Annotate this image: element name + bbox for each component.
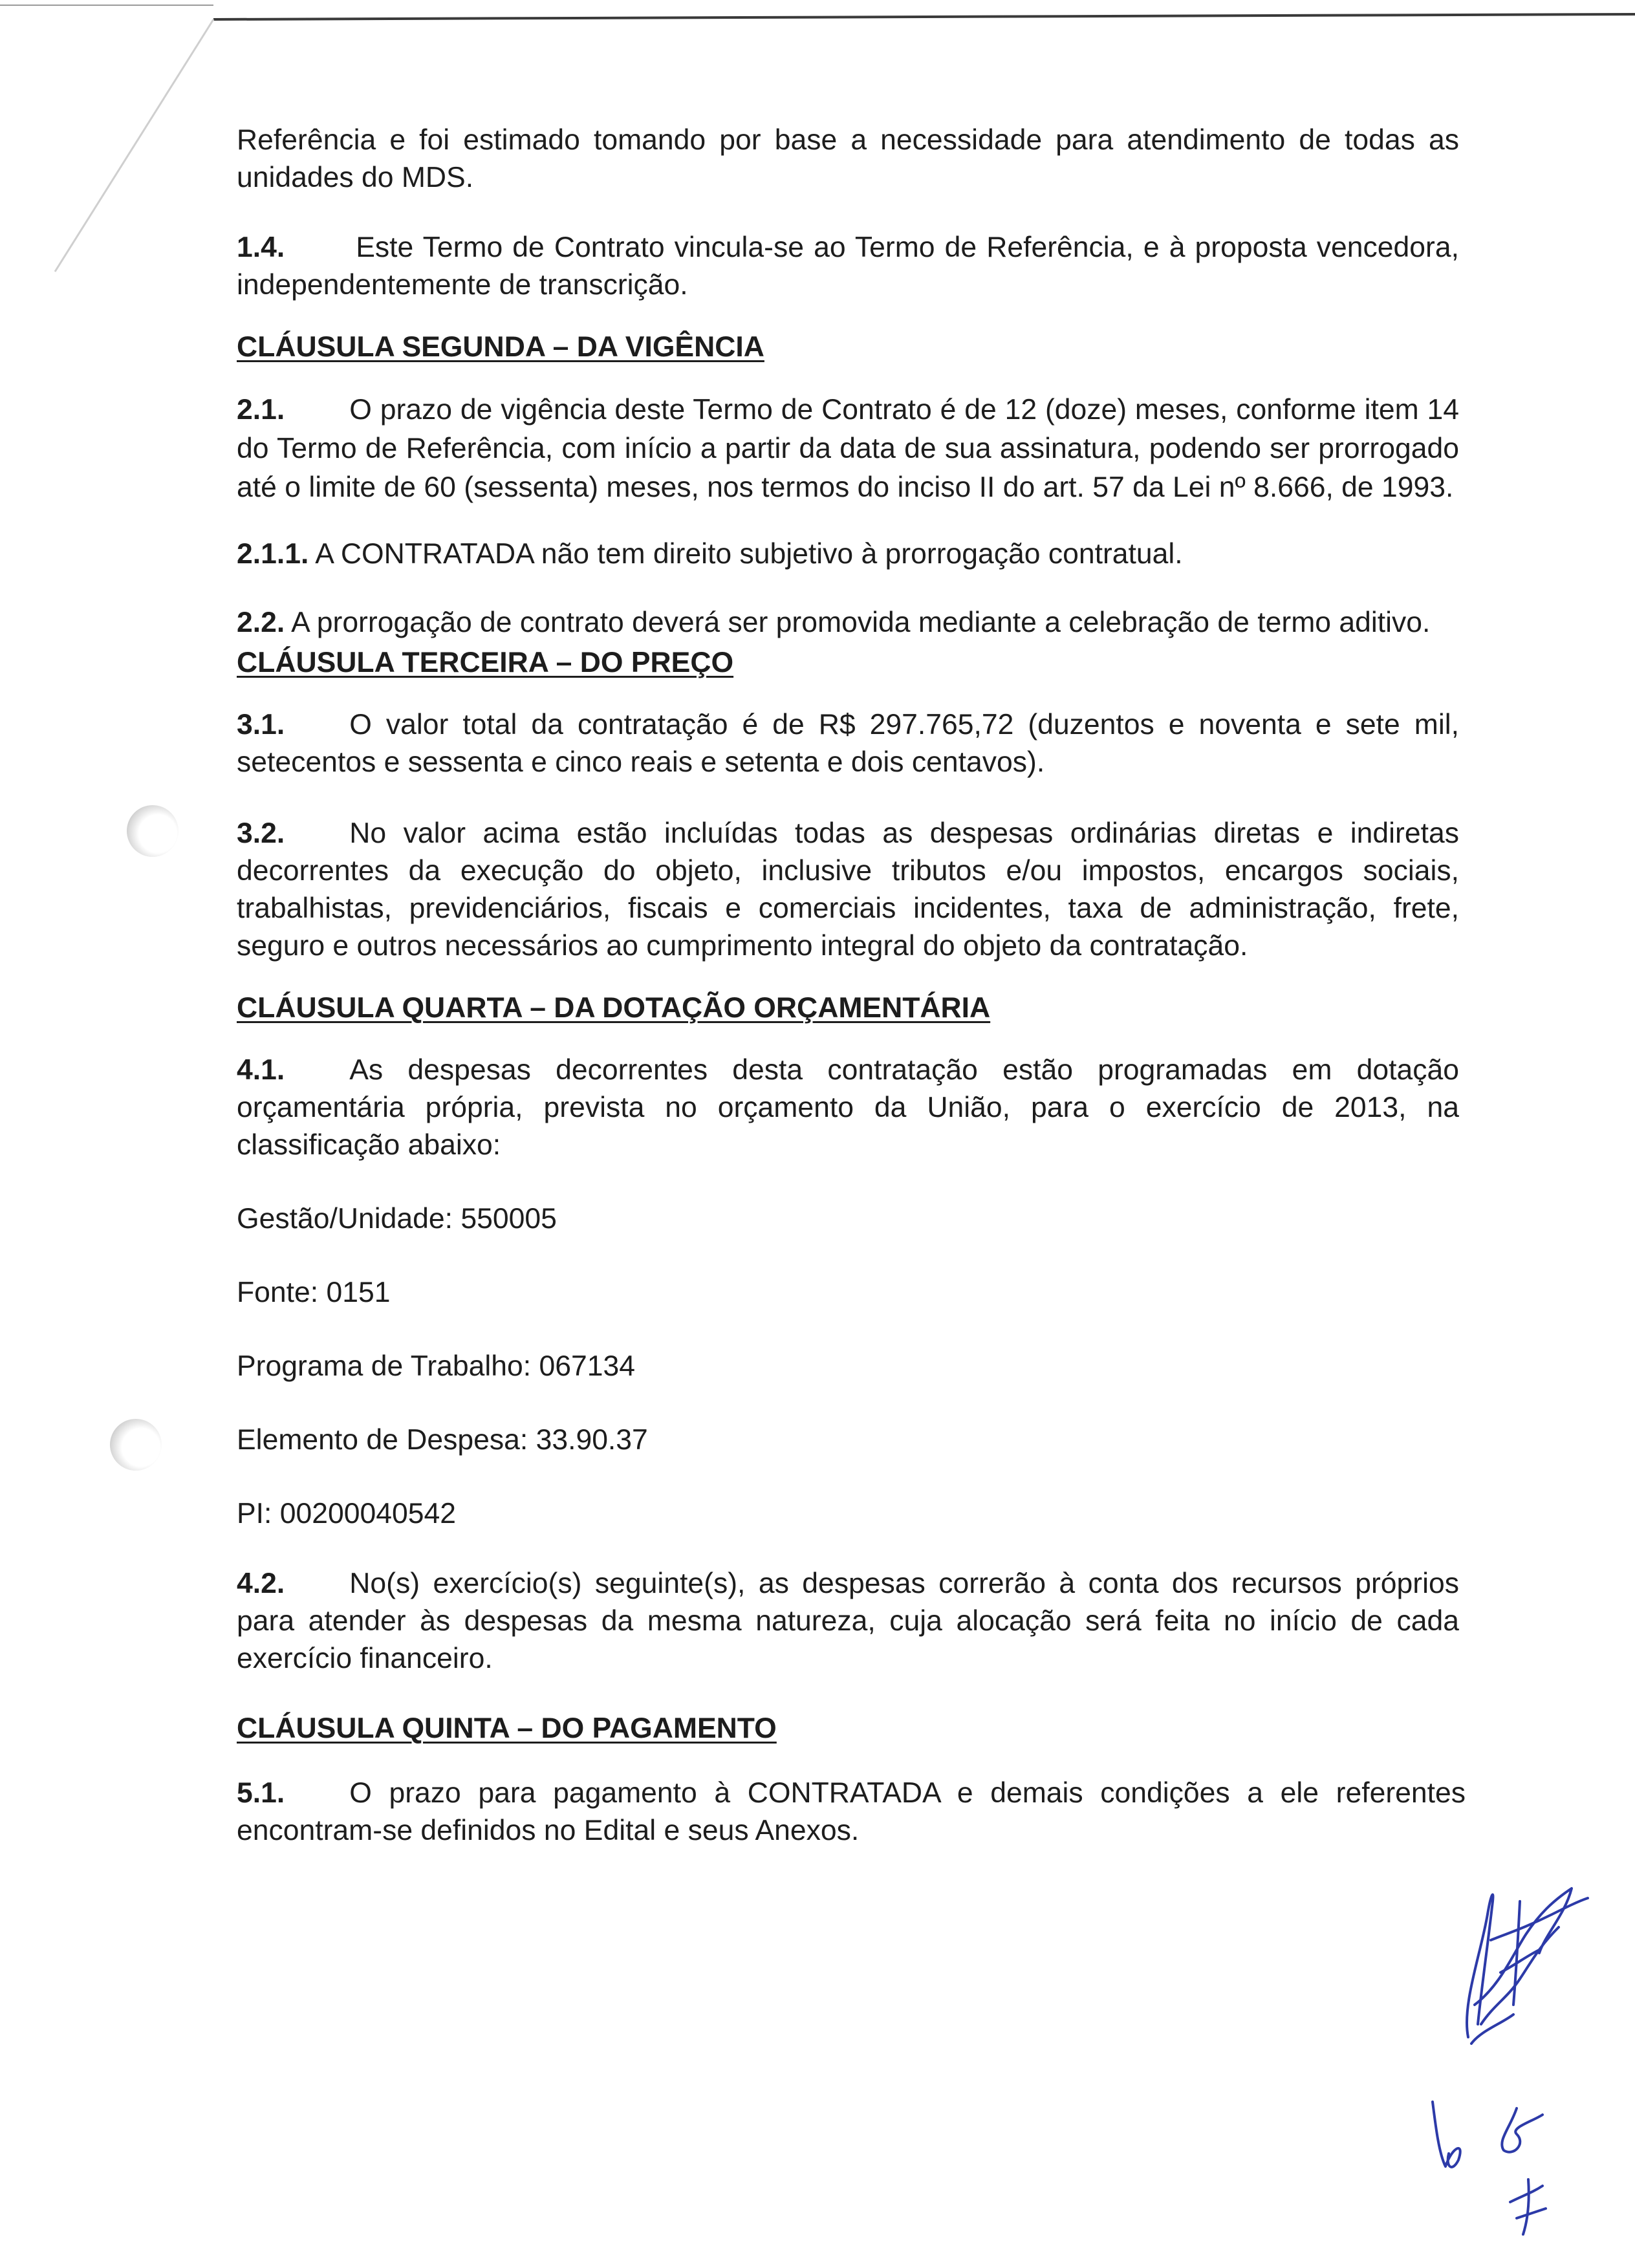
paragraph-text: Referência e foi estimado tomando por base a necessidade para atendimento de todas as unidades do MDS. bbox=[237, 124, 1459, 193]
paragraph-text: A CONTRATADA não tem direito subjetivo à prorrogação contratual. bbox=[315, 538, 1183, 570]
paragraph-number: 1.4. bbox=[237, 232, 285, 263]
paragraph-5-1 bbox=[237, 1775, 1466, 1850]
clause-2-heading: CLÁUSULA SEGUNDA – DA VIGÊNCIA bbox=[237, 331, 764, 363]
paragraph-number: 2.2. bbox=[237, 607, 285, 638]
paragraph-number: 4.1. bbox=[237, 1054, 285, 1086]
paragraph-text: As despesas decorrentes desta contratação estão programadas em dotação orçamentária própria, prevista no orçamento da União, para o exercício de 2013, na classificação abaixo: bbox=[237, 1054, 1459, 1161]
paragraph-text: No(s) exercício(s) seguinte(s), as despesas correrão à conta dos recursos próprios para atender às despesas da mesma natureza, cuja alocação será feita no início de cada exercício financeiro. bbox=[237, 1568, 1459, 1674]
budget-pi: PI: 00200040542 bbox=[237, 1498, 457, 1529]
handwritten-initials bbox=[1420, 2089, 1562, 2244]
paragraph-4-2 bbox=[237, 1565, 1459, 1678]
paragraph-2-1 bbox=[237, 391, 1459, 507]
paragraph-number: 3.1. bbox=[237, 709, 285, 740]
paragraph-text: O prazo de vigência deste Termo de Contrato é de 12 (doze) meses, conforme item 14 do Termo de Referência, com início a partir da data de sua assinatura, podendo ser prorrogado até o limite de 60 (sessenta) meses, nos termos do inciso II do art. 57 da Lei nº 8.666, de 1993. bbox=[237, 394, 1459, 503]
paragraph-3-1 bbox=[237, 706, 1459, 781]
paragraph-text: O valor total da contratação é de R$ 297.765,72 (duzentos e noventa e sete mil, setecentos e sessenta e cinco reais e setenta e dois centavos). bbox=[237, 709, 1459, 778]
handwritten-signature bbox=[1442, 1875, 1597, 2089]
document-page bbox=[237, 122, 1466, 1850]
paragraph-text: No valor acima estão incluídas todas as despesas ordinárias diretas e indiretas decorrentes da execução do objeto, inclusive tributos e/ou impostos, encargos sociais, trabalhistas, previdenciários, fiscais e comerciais incidentes, taxa de administração, frete, seguro e outros necessários ao cumprimento integral do objeto da contratação. bbox=[237, 817, 1459, 962]
budget-elemento: Elemento de Despesa: 33.90.37 bbox=[237, 1424, 648, 1456]
clause-5-heading: CLÁUSULA QUINTA – DO PAGAMENTO bbox=[237, 1712, 777, 1744]
budget-fonte: Fonte: 0151 bbox=[237, 1277, 391, 1308]
paragraph-number: 2.1. bbox=[237, 394, 285, 426]
budget-programa: Programa de Trabalho: 067134 bbox=[237, 1350, 636, 1382]
paragraph-number: 3.2. bbox=[237, 817, 285, 849]
paragraph-3-2 bbox=[237, 815, 1459, 965]
clause-4-heading: CLÁUSULA QUARTA – DA DOTAÇÃO ORÇAMENTÁRIA bbox=[237, 992, 991, 1024]
paragraph-number: 2.1.1. bbox=[237, 538, 309, 570]
paragraph-intro bbox=[237, 122, 1459, 197]
punch-hole-bottom bbox=[110, 1419, 162, 1471]
paragraph-text: O prazo para pagamento à CONTRATADA e demais condições a ele referentes encontram-se definidos no Edital e seus Anexos. bbox=[237, 1777, 1466, 1846]
paragraph-1-4 bbox=[237, 229, 1459, 304]
paragraph-number: 4.2. bbox=[237, 1568, 285, 1599]
paragraph-2-2 bbox=[237, 604, 1459, 642]
paragraph-4-1 bbox=[237, 1052, 1459, 1164]
clause-3-heading: CLÁUSULA TERCEIRA – DO PREÇO bbox=[237, 647, 734, 678]
paragraph-text: A prorrogação de contrato deverá ser promovida mediante a celebração de termo aditivo. bbox=[291, 607, 1431, 638]
paragraph-number: 5.1. bbox=[237, 1777, 285, 1809]
paragraph-text: Este Termo de Contrato vincula-se ao Termo de Referência, e à proposta vencedora, independentemente de transcrição. bbox=[237, 232, 1459, 301]
punch-hole-top bbox=[127, 805, 179, 857]
budget-gestao: Gestão/Unidade: 550005 bbox=[237, 1203, 557, 1235]
paragraph-2-1-1 bbox=[237, 535, 1459, 573]
